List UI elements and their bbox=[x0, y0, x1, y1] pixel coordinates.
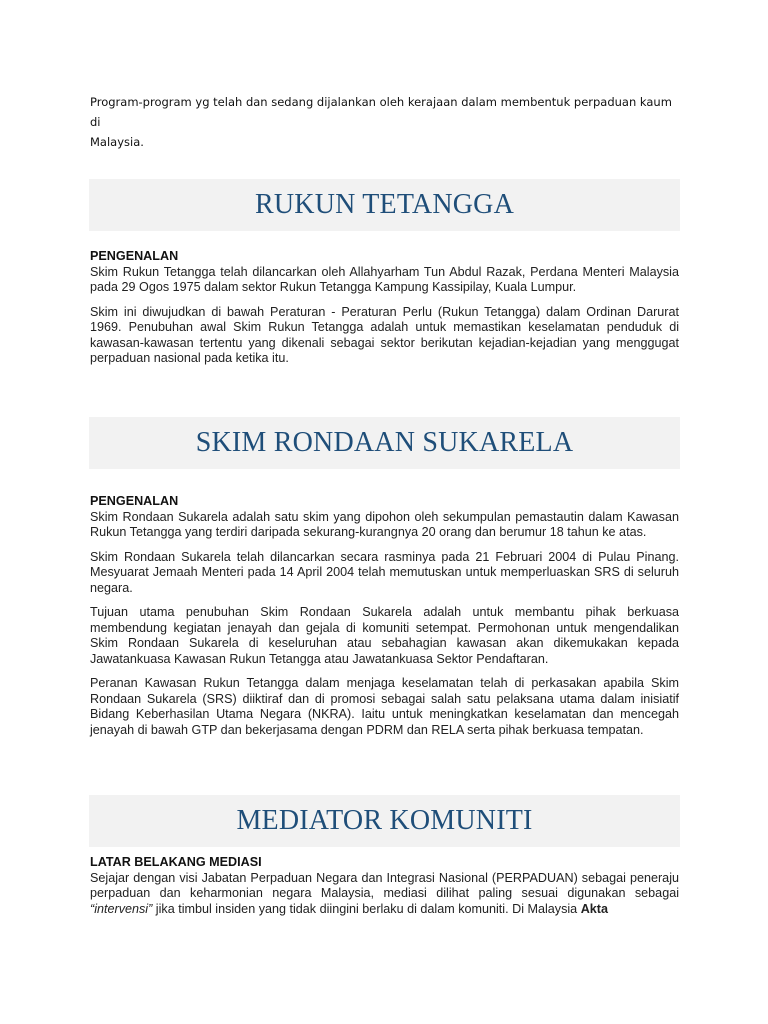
section-heading: LATAR BELAKANG MEDIASI bbox=[90, 855, 262, 869]
bold-term: Akta bbox=[580, 901, 608, 916]
paragraph: Tujuan utama penubuhan Skim Rondaan Sukarela adalah untuk membantu pihak berkuasa membendung kegiatan jenayah dan gejala di komuniti setempat. Permohonan untuk mengendalikan Skim Rondaan Sukarela di keseluruhan atau sebahagian kawasan akan dikemukakan kepada Jawatankuasa Kawasan Rukun Tetangga atau Jawatankuasa Sektor Pendaftaran. bbox=[90, 605, 679, 666]
section-heading: PENGENALAN bbox=[90, 249, 179, 263]
intro-line-2: Malaysia. bbox=[90, 135, 144, 149]
paragraph: Skim Rondaan Sukarela adalah satu skim yang dipohon oleh sekumpulan pemastautin dalam Kawasan Rukun Tetangga yang terdiri daripada sekurang-kurangnya 20 orang dan berumur 18 tahun ke atas. bbox=[90, 509, 679, 539]
paragraph-text: Sejajar dengan visi Jabatan Perpaduan Negara dan Integrasi Nasional (PERPADUAN) sebagai peneraju perpaduan dan keharmonian negara Malaysia, mediasi dilihat paling sesuai digunakan sebagai bbox=[90, 870, 679, 900]
intro-text bbox=[90, 92, 680, 152]
italic-term: “intervensi” bbox=[90, 901, 153, 916]
intro-line-1: Program-program yg telah dan sedang dijalankan oleh kerajaan dalam membentuk perpaduan kaum di bbox=[90, 95, 672, 129]
paragraph bbox=[90, 871, 679, 918]
section-title: SKIM RONDAAN SUKARELA bbox=[195, 427, 574, 458]
paragraph: Peranan Kawasan Rukun Tetangga dalam menjaga keselamatan telah di perkasakan apabila Skim Rondaan Sukarela (SRS) diiktiraf dan di promosi sebagai salah satu pelaksana utama dalam inisiatif Bidang Keberhasilan Utama Negara (NKRA). Iaitu untuk meningkatkan keselamatan dan mencegah jenayah di bawah GTP dan bekerjasama dengan PDRM dan RELA serta pihak berkuasa tempatan. bbox=[90, 676, 679, 737]
section-title: RUKUN TETANGGA bbox=[254, 189, 515, 220]
section-body-mediator-komuniti bbox=[90, 855, 679, 917]
section-banner-skim-rondaan-sukarela bbox=[89, 417, 680, 469]
section-banner-mediator-komuniti bbox=[89, 795, 680, 847]
section-title: MEDIATOR KOMUNITI bbox=[236, 805, 533, 836]
section-heading: PENGENALAN bbox=[90, 494, 179, 508]
paragraph: Skim Rukun Tetangga telah dilancarkan oleh Allahyarham Tun Abdul Razak, Perdana Menteri Malaysia pada 29 Ogos 1975 dalam sektor Rukun Tetangga Kampung Kassipilay, Kuala Lumpur. bbox=[90, 264, 679, 294]
section-banner-rukun-tetangga bbox=[89, 179, 680, 231]
section-body-rukun-tetangga bbox=[90, 249, 679, 367]
paragraph: Skim ini diwujudkan di bawah Peraturan - Peraturan Perlu (Rukun Tetangga) dalam Ordinan Darurat 1969. Penubuhan awal Skim Rukun Tetangga adalah untuk memastikan keselamatan penduduk di kawasan-kawasan tertentu yang dikenali sebagai sektor berikutan kejadian-kejadian yang menggugat perpaduan nasional pada ketika itu. bbox=[90, 304, 679, 365]
section-body-skim-rondaan-sukarela bbox=[90, 494, 679, 738]
paragraph-text: jika timbul insiden yang tidak diingini berlaku di dalam komuniti. Di Malaysia bbox=[152, 901, 581, 916]
paragraph: Skim Rondaan Sukarela telah dilancarkan secara rasminya pada 21 Februari 2004 di Pulau Pinang. Mesyuarat Jemaah Menteri pada 14 April 2004 telah memutuskan untuk memperluaskan SRS di seluruh negara. bbox=[90, 549, 679, 595]
